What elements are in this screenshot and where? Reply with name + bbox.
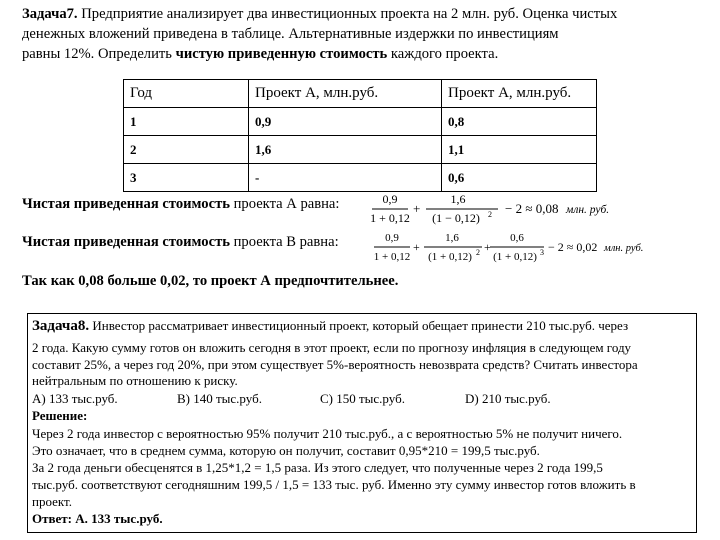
npv-b-den2: (1 + 0,12) [428, 251, 472, 263]
table-cell: 1,6 [249, 136, 442, 164]
npv-b-tail: − 2 ≈ 0,02 [548, 240, 598, 254]
npv-b-den3: (1 + 0,12) [493, 251, 537, 263]
npv-b-num3: 0,6 [510, 232, 524, 244]
table-cell: 0,9 [249, 108, 442, 136]
table-header-cell: Проект А, млн.руб. [442, 80, 597, 108]
npv-a-num1: 0,9 [382, 192, 398, 206]
task7-conclusion: Так как 0,08 больше 0,02, то проект А предпочтительнее. [22, 273, 399, 289]
table-row [124, 108, 597, 136]
npv-b-num2: 1,6 [445, 232, 459, 244]
task8-line2: 2 года. Какую сумму готов он вложить сегодня в этот проект, если по прогнозу инфляция в следующем году [32, 340, 632, 355]
task8-title: Задача8. [32, 318, 90, 334]
npv-b-num1: 0,9 [385, 232, 399, 244]
npv-b-unit: млн. руб. [604, 243, 644, 254]
task8-solution-line: За 2 года деньги обесценятся в 1,25*1,2 = 1,5 раза. Из этого следует, что полученные через 2 года 199,5 [32, 460, 603, 475]
npv-a-tail: − 2 ≈ 0,08 [505, 201, 559, 216]
task8-option-c: C) 150 тыс.руб. [320, 391, 405, 406]
table-cell: 1,1 [442, 136, 597, 164]
npv-b-plus1: + [413, 240, 420, 254]
table-cell: 3 [124, 164, 249, 192]
task7-line2: денежных вложений приведена в таблице. Альтернативные издержки по инвестициям [22, 26, 559, 42]
npv-b-formula [372, 227, 652, 267]
task7-line1-text: Предприятие анализирует два инвестиционных проекта на 2 млн. руб. Оценка чистых [77, 6, 618, 22]
task8-option-b: B) 140 тыс.руб. [177, 391, 262, 406]
task8-line4: нейтральным по отношению к риску. [32, 373, 238, 388]
task8-solution-line: тыс.руб. соответствуют сегодняшним 199,5 / 1,5 = 133 тыс. руб. Именно эту сумму инвестор готов вложить в [32, 477, 636, 492]
task7-line1 [22, 4, 617, 24]
npv-a-unit: млн. руб. [566, 204, 610, 216]
table-header-cell: Год [124, 80, 249, 108]
npv-b-exp2: 2 [476, 248, 480, 257]
npv-b-plus2: + [484, 240, 491, 254]
table-cell: - [249, 164, 442, 192]
npv-a-formula [370, 188, 630, 228]
task7-line3-a: равны 12%. Определить [22, 46, 176, 62]
table-cell: 0,8 [442, 108, 597, 136]
task8-option-a: A) 133 тыс.руб. [32, 391, 118, 406]
task7-line3-bold: чистую приведенную стоимость [175, 46, 388, 62]
task8-line1 [32, 318, 628, 335]
task8-answer: Ответ: А. 133 тыс.руб. [32, 511, 163, 526]
npv-a-label-bold: Чистая приведенная стоимость [22, 196, 230, 212]
task8-line1-text: Инвестор рассматривает инвестиционный проект, который обещает принести 210 тыс.руб. через [89, 318, 629, 333]
task7-title: Задача7. [22, 6, 78, 22]
task8-solution-line: Это означает, что в среднем сумма, которую он получит, составит 0,95*210 = 199,5 тыс.руб. [32, 443, 540, 458]
table-header-cell: Проект А, млн.руб. [249, 80, 442, 108]
npv-a-den1: 1 + 0,12 [370, 211, 410, 225]
npv-a-den2: (1 − 0,12) [432, 211, 480, 225]
table-cell: 1 [124, 108, 249, 136]
task8-line3: составит 25%, а через год 20%, при этом существует 5%-вероятность невозврата средств? Считать инвестора [32, 357, 638, 372]
npv-b-label [22, 234, 339, 251]
task7-line3-b: каждого проекта. [387, 46, 499, 62]
npv-a-exp2: 2 [488, 210, 492, 219]
table-cell: 0,6 [442, 164, 597, 192]
task8-option-d: D) 210 тыс.руб. [465, 391, 551, 406]
task8-solution-label: Решение: [32, 408, 88, 423]
cashflow-table [123, 79, 597, 192]
npv-b-den1: 1 + 0,12 [373, 251, 411, 263]
task7-line3 [22, 44, 498, 64]
table-header-row [124, 80, 597, 108]
npv-a-plus: + [413, 201, 421, 216]
npv-b-label-rest: проекта В равна: [229, 234, 339, 250]
npv-a-label-rest: проекта А равна: [229, 196, 340, 212]
table-cell: 2 [124, 136, 249, 164]
task8-solution-line: проект. [32, 494, 72, 509]
npv-b-exp3: 3 [540, 248, 544, 257]
task8-solution-line: Через 2 года инвестор с вероятностью 95% получит 210 тыс.руб., а с вероятностью 5% не получит ничего. [32, 426, 623, 441]
npv-a-label [22, 196, 339, 213]
table-row [124, 136, 597, 164]
npv-a-num2: 1,6 [450, 192, 466, 206]
npv-b-label-bold: Чистая приведенная стоимость [22, 234, 230, 250]
